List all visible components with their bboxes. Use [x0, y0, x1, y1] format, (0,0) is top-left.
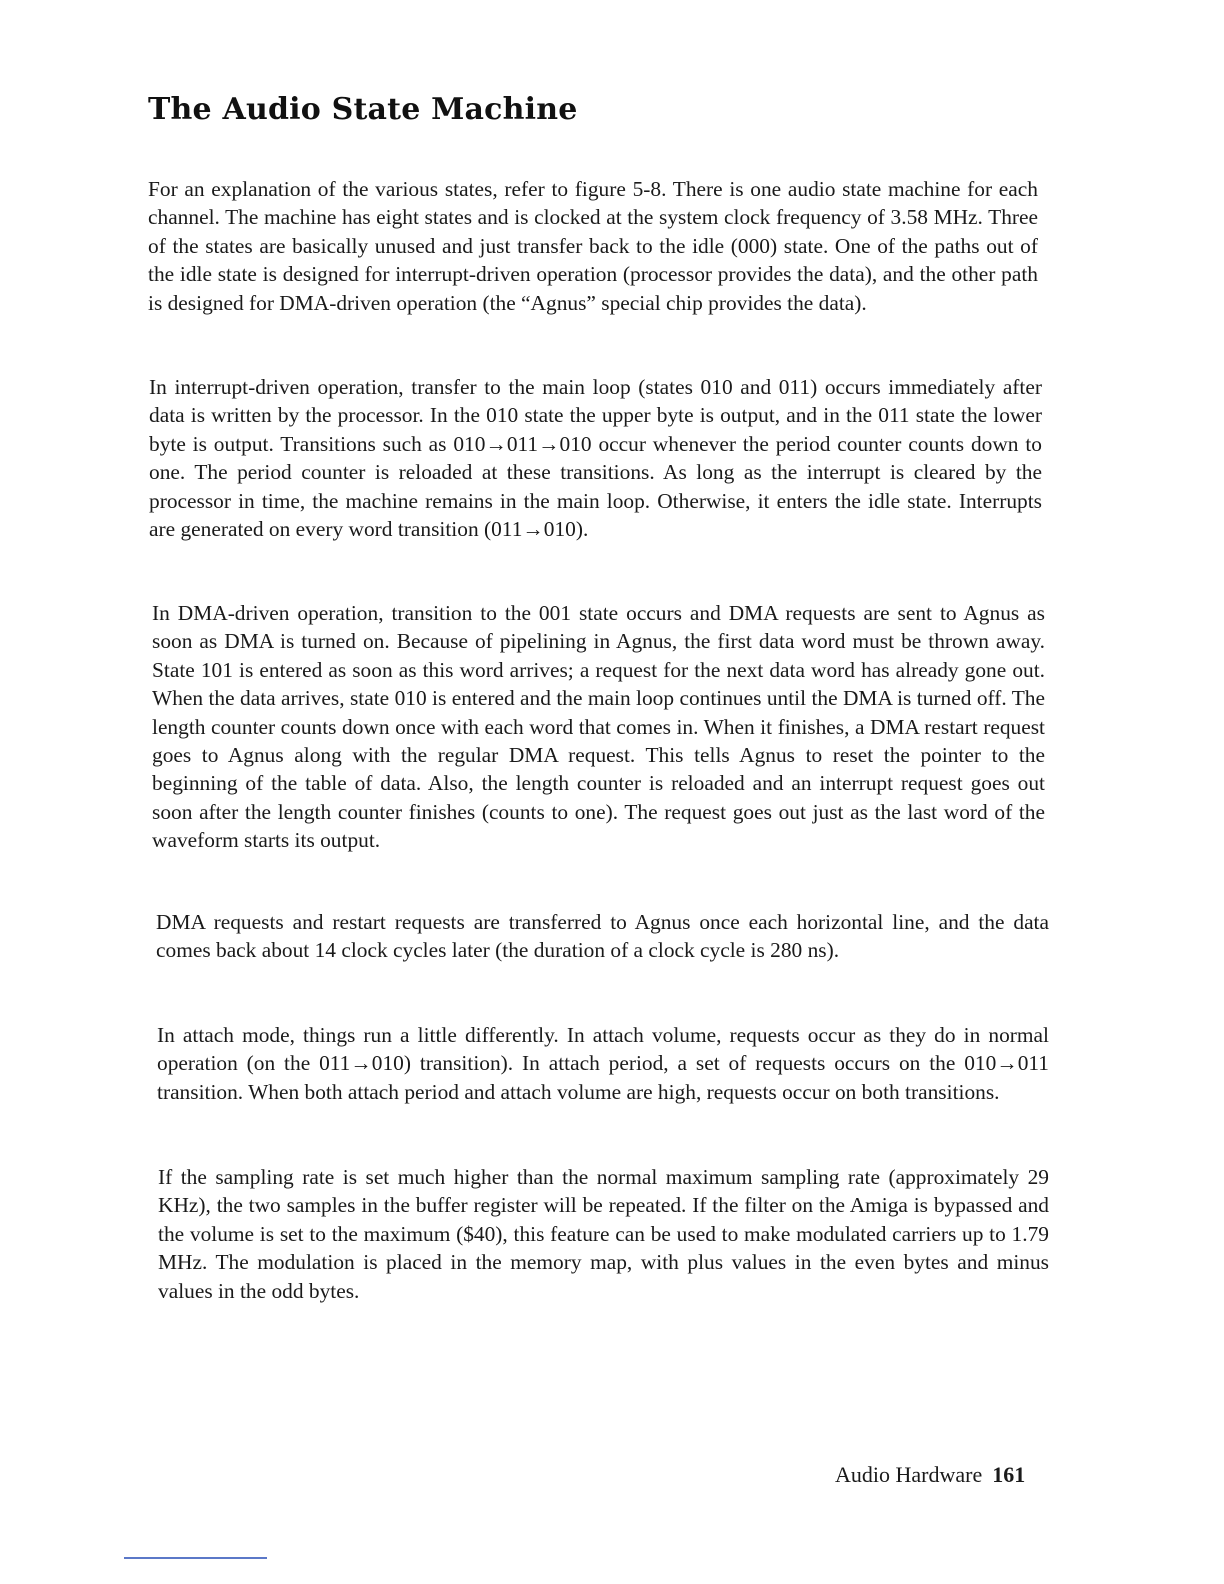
paragraph-attach-mode: In attach mode, things run a little differently. In attach volume, requests occur as they do in normal operation (on the 011→010) transition). In attach period, a set of requests occurs on the 010→011 transition. When both attach period and attach volume are high, requests occur on both transitions.: [157, 1023, 1049, 1104]
paragraph-dma-requests: DMA requests and restart requests are transferred to Agnus once each horizontal line, and the data comes back about 14 clock cycles later (the duration of a clock cycle is 280 ns).: [156, 910, 1049, 963]
section-title: The Audio State Machine: [148, 92, 578, 127]
paragraph-state-machine-overview: For an explanation of the various states, refer to figure 5-8. There is one audio state machine for each channel. The machine has eight states and is clocked at the system clock frequency of 3.58 MHz. Three of the states are basically unused and just transfer back to the idle (000) state. One of the paths out of the idle state is designed for interrupt-driven operation (processor provides the data), and the other path is designed for DMA-driven operation (the “Agnus” special chip provides the data).: [148, 177, 1038, 315]
page-footer: [835, 1462, 1025, 1488]
bottom-divider: [124, 1557, 267, 1559]
footer-section-name: Audio Hardware: [835, 1462, 983, 1487]
page-number: 161: [992, 1462, 1026, 1487]
paragraph-dma-driven: In DMA-driven operation, transition to the 001 state occurs and DMA requests are sent to Agnus as soon as DMA is turned on. Because of pipelining in Agnus, the first data word must be thrown away. State 101 is entered as soon as this word arrives; a request for the next data word has already gone out. When the data arrives, state 010 is entered and the main loop continues until the DMA is turned off. The length counter counts down once with each word that comes in. When it finishes, a DMA restart request goes to Agnus along with the regular DMA request. This tells Agnus to reset the pointer to the beginning of the table of data. Also, the length counter is reloaded and an interrupt request goes out soon after the length counter finishes (counts to one). The request goes out just as the last word of the waveform starts its output.: [152, 601, 1045, 853]
paragraph-interrupt-driven: In interrupt-driven operation, transfer to the main loop (states 010 and 011) occurs immediately after data is written by the processor. In the 010 state the upper byte is output, and in the 011 state the lower byte is output. Transitions such as 010→011→010 occur whenever the period counter counts down to one. The period counter is reloaded at these transitions. As long as the interrupt is cleared by the processor in time, the machine remains in the main loop. Otherwise, it enters the idle state. Interrupts are generated on every word transition (011→010).: [149, 375, 1042, 542]
paragraph-sampling-rate: If the sampling rate is set much higher than the normal maximum sampling rate (approximately 29 KHz), the two samples in the buffer register will be repeated. If the filter on the Amiga is bypassed and the volume is set to the maximum ($40), this feature can be used to make modulated carriers up to 1.79 MHz. The modulation is placed in the memory map, with plus values in the even bytes and minus values in the odd bytes.: [158, 1165, 1049, 1303]
